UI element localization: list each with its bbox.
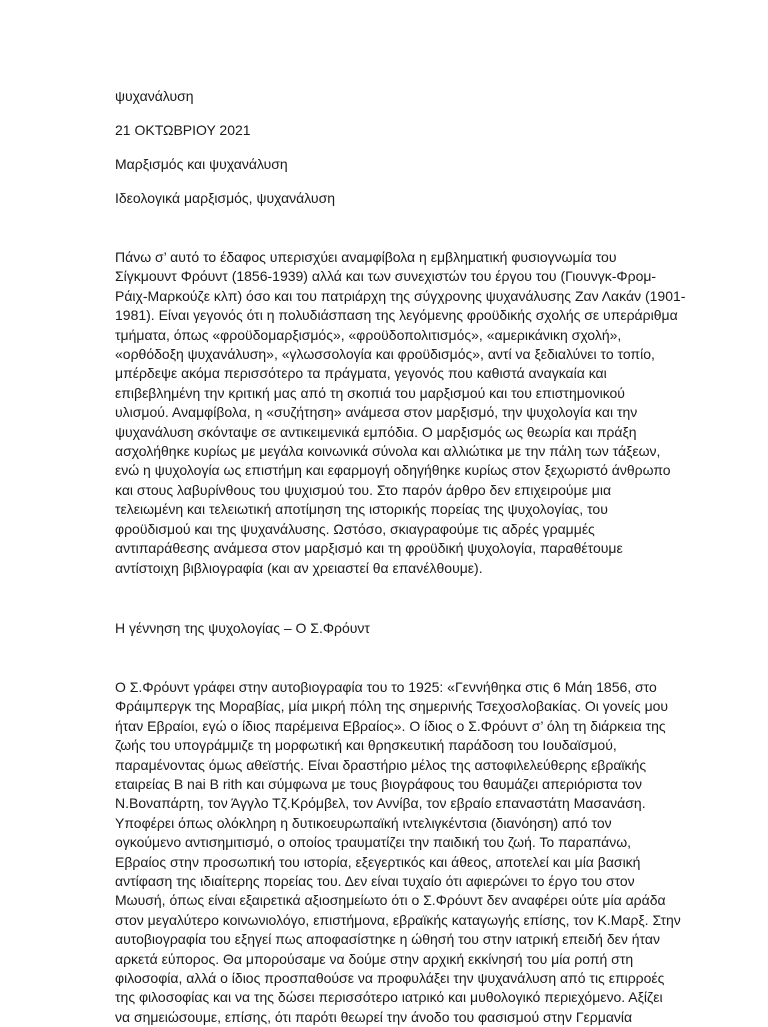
paragraph-line: τελειωμένη και τελειωτική αποτίμηση της ιστορικής πορείας της ψυχολογίας, του (115, 501, 608, 518)
paragraph-line: αντιπαράθεσης ανάμεσα στον μαρξισμό και τη φροϋδική ψυχολογία, παραθέτουμε (115, 540, 623, 557)
paragraph-line: φιλοσοφία, αλλά ο ίδιος προσπαθούσε να προφυλάξει την ψυχανάλυση από τις επιρροές (115, 970, 665, 986)
section-heading: Η γέννηση της ψυχολογίας – Ο Σ.Φρόυντ (115, 619, 370, 636)
spacer (115, 222, 728, 248)
paragraph-line: Ράιχ-Μαρκούζε κλπ) όσο και του πατριάρχη της σύγχρονης ψυχανάλυσης Ζαν Λακάν (1901- (115, 287, 686, 304)
paragraph-line: αυτοβιογραφία του εξηγεί πως αποφασίστηκε η ώθησή του στην ιατρική επειδή δεν ήταν (115, 931, 660, 948)
paragraph-line: Σίγκμουντ Φρόυντ (1856-1939) αλλά και των συνεχιστών του έργου του (Γιουνγκ-Φρομ- (115, 268, 657, 285)
intro-paragraph (115, 248, 728, 578)
paragraph-line: φροϋδισμού και της ψυχανάλυσης. Ωστόσο, σκιαγραφούμε τις αδρές γραμμές (115, 520, 595, 537)
paragraph-line: της φιλοσοφίας και να της δώσει περισσότερο ιατρικό και μυθολογικό περιεχόμενο. Αξίζει (115, 989, 663, 1006)
paragraph-line: να σημειώσουμε, επίσης, ότι παρότι θεωρεί την άνοδο του φασισμού στην Γερμανία (115, 1008, 633, 1025)
paragraph-line: «ορθόδοξη ψυχανάλυση», «γλωσσολογία και φροϋδισμός», αντί να ξεδιαλύνει το τοπίο, (115, 346, 655, 363)
paragraph-line: αντίφαση της ιδιαίτερης πορείας του. Δεν είναι τυχαίο ότι αφιερώνει το έργο του στον (115, 872, 635, 889)
paragraph-line: ήταν Εβραίοι, εγώ ο ίδιος παρέμεινα Εβραίος». Ο ίδιος ο Σ.Φρόυντ σ’ όλη τη διάρκεια της (115, 717, 666, 734)
paragraph-line: Ν.Βοναπάρτη, τον Άγγλο Τζ.Κρόμβελ, τον Αννίβα, τον εβραίο επαναστάτη Μασανάση. (115, 795, 646, 812)
paragraph-line: τμήματα, όπως «φροϋδομαρξισμός», «φροϋδοπολιτισμός», «αμερικάνικη σχολή», (115, 326, 622, 343)
publish-date: 21 ΟΚΤΩΒΡΙΟΥ 2021 (115, 122, 251, 138)
section-paragraph (115, 678, 728, 1027)
paragraph-line: Φράιμπεργκ της Μοραβίας, μία μικρή πόλη της σημερινής Τσεχοσλοβακίας. Οι γονείς μου (115, 698, 669, 715)
paragraph-line: Πάνω σ’ αυτό το έδαφος υπερισχύει αναμφίβολα η εμβληματική φυσιογνωμία του (115, 249, 617, 265)
paragraph-line: Μωυσή, όπως είναι εξαιρετικά αξιοσημείωτο ότι ο Σ.Φρόυντ δεν αναφέρει ούτε μία αράδα (115, 892, 666, 909)
paragraph-line: 1981). Είναι γεγονός ότι η πολυδιάσπαση της λεγόμενης φροϋδικής σχολής σε υπεράριθμα (115, 307, 678, 324)
paragraph-line: Υποφέρει όπως ολόκληρη η δυτικοευρωπαϊκή ιντελιγκέντσια (διανόηση) από τον (115, 814, 612, 831)
paragraph-line: Εβραίος στην προσωπική του ιστορία, εξεγερτικός και άθεος, αποτελεί και μία βασική (115, 853, 641, 870)
paragraph-line: μπέρδεψε ακόμα περισσότερο τα πράγματα, γεγονός που καθιστά αναγκαία και (115, 365, 607, 382)
paragraph-line: ζωής του υπογράμμιζε τη μορφωτική και θρησκευτική παράδοση του Ιουδαϊσμού, (115, 737, 617, 754)
paragraph-line: αντίστοιχη βιβλιογραφία (και αν χρειαστεί θα επανέλθουμε). (115, 559, 483, 576)
paragraph-line: ενώ η ψυχολογία ως επιστήμη και εφαρμογή οδηγήθηκε κυρίως στον ξεχωριστό άνθρωπο (115, 462, 671, 479)
paragraph-line: επιβεβλημένη την κριτική μας από τη σκοπιά του μαρξισμού και του επιστημονικού (115, 384, 625, 401)
paragraph-line: και στους λαβυρίνθους του ψυχισμού του. Στο παρόν άρθρο δεν επιχειρούμε μια (115, 481, 612, 498)
paragraph-line: στον μεγαλύτερο κοινωνιολόγο, επιστήμονα, εβραϊκής καταγωγής επίσης, τον Κ.Μαρξ. Στην (115, 911, 681, 928)
paragraph-line: Ο Σ.Φρόυντ γράφει στην αυτοβιογραφία του το 1925: «Γεννήθηκα στις 6 Μάη 1856, στο (115, 678, 657, 695)
paragraph-line: παραμένοντας όμως αθεϊστής. Είναι δραστήριο μέλος της αστοφιλελεύθερης εβραϊκής (115, 756, 647, 773)
article-title: Μαρξισμός και ψυχανάλυση (115, 156, 288, 172)
document-title: ψυχανάλυση (115, 88, 194, 104)
paragraph-line: ογκούμενο αντισημιτισμό, ο οποίος τραυματίζει την παιδική του ζωή. Το παραπάνω, (115, 834, 632, 851)
article-tags: Ιδεολογικά μαρξισμός, ψυχανάλυση (115, 190, 336, 206)
paragraph-line: εταιρείας B nai B rith και σύμφωνα με τους βιογράφους του θαυμάζει απεριόριστα τον (115, 775, 643, 792)
paragraph-line: ψυχανάλυση σκόνταψε σε αντικειμενικά εμπόδια. Ο μαρξισμός ως θεωρία και πράξη (115, 423, 637, 440)
paragraph-line: αρκετά εύπορος. Θα μπορούσαμε να δούμε στην αρχική εκκίνησή του μία ροπή στη (115, 950, 634, 967)
paragraph-line: ασχολήθηκε κυρίως με μεγάλα κοινωνικά σύνολα και αλλιώτικα με την πάλη των τάξεων, (115, 443, 661, 460)
paragraph-line: υλισμού. Αναμφίβολα, η «συζήτηση» ανάμεσα στον μαρξισμό, την ψυχολογία και την (115, 404, 638, 421)
